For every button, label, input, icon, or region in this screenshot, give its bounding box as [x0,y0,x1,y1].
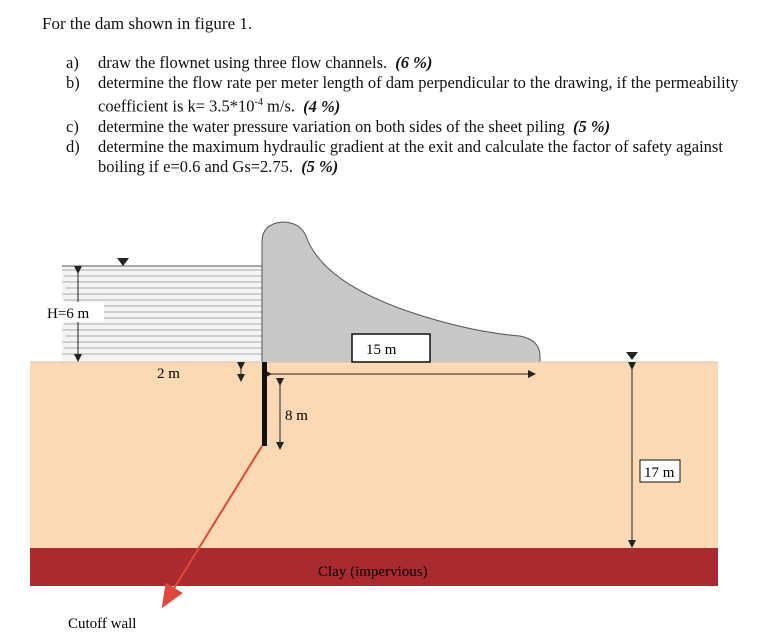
question-text-tail: m/s. [262,96,295,116]
question-marks: (6 %) [395,53,433,72]
question-letter: c) [66,116,79,136]
sheet-pile-depth-label: 8 m [285,408,308,424]
question-text: determine the maximum hydraulic gradient at the exit and calculate the factor of safety against boiling if e=0.6 and Gs=2.75. [98,136,723,176]
clay-label: Clay (impervious) [318,564,428,580]
soil-layer [30,362,718,548]
question-letter: d) [66,136,80,156]
dam-base-label: 15 m [366,342,397,358]
question-letter: a) [66,53,79,72]
head-label: H=6 m [47,306,90,322]
sheet-pile [262,362,267,446]
exponent: -4 [254,97,263,108]
question-text: draw the flownet using three flow channels. [98,53,388,72]
question-text: determine the water pressure variation on both sides of the sheet piling [98,116,565,136]
upstream-water-level-marker [117,258,129,266]
question-marks: (4 %) [303,96,341,116]
question-marks: (5 %) [573,116,611,136]
question-marks: (5 %) [301,156,339,176]
question-text: determine the flow rate per meter length of dam perpendicular to the drawing, if the permeability coefficient is k= 3.5*10 [98,73,739,116]
question-letter: b) [66,73,80,92]
upstream-distance-label: 2 m [157,366,180,382]
intro-text: For the dam shown in figure 1. [42,14,253,33]
cutoff-wall-label: Cutoff wall [68,616,137,632]
soil-depth-label: 17 m [644,465,675,481]
downstream-water-level-marker [626,352,638,360]
